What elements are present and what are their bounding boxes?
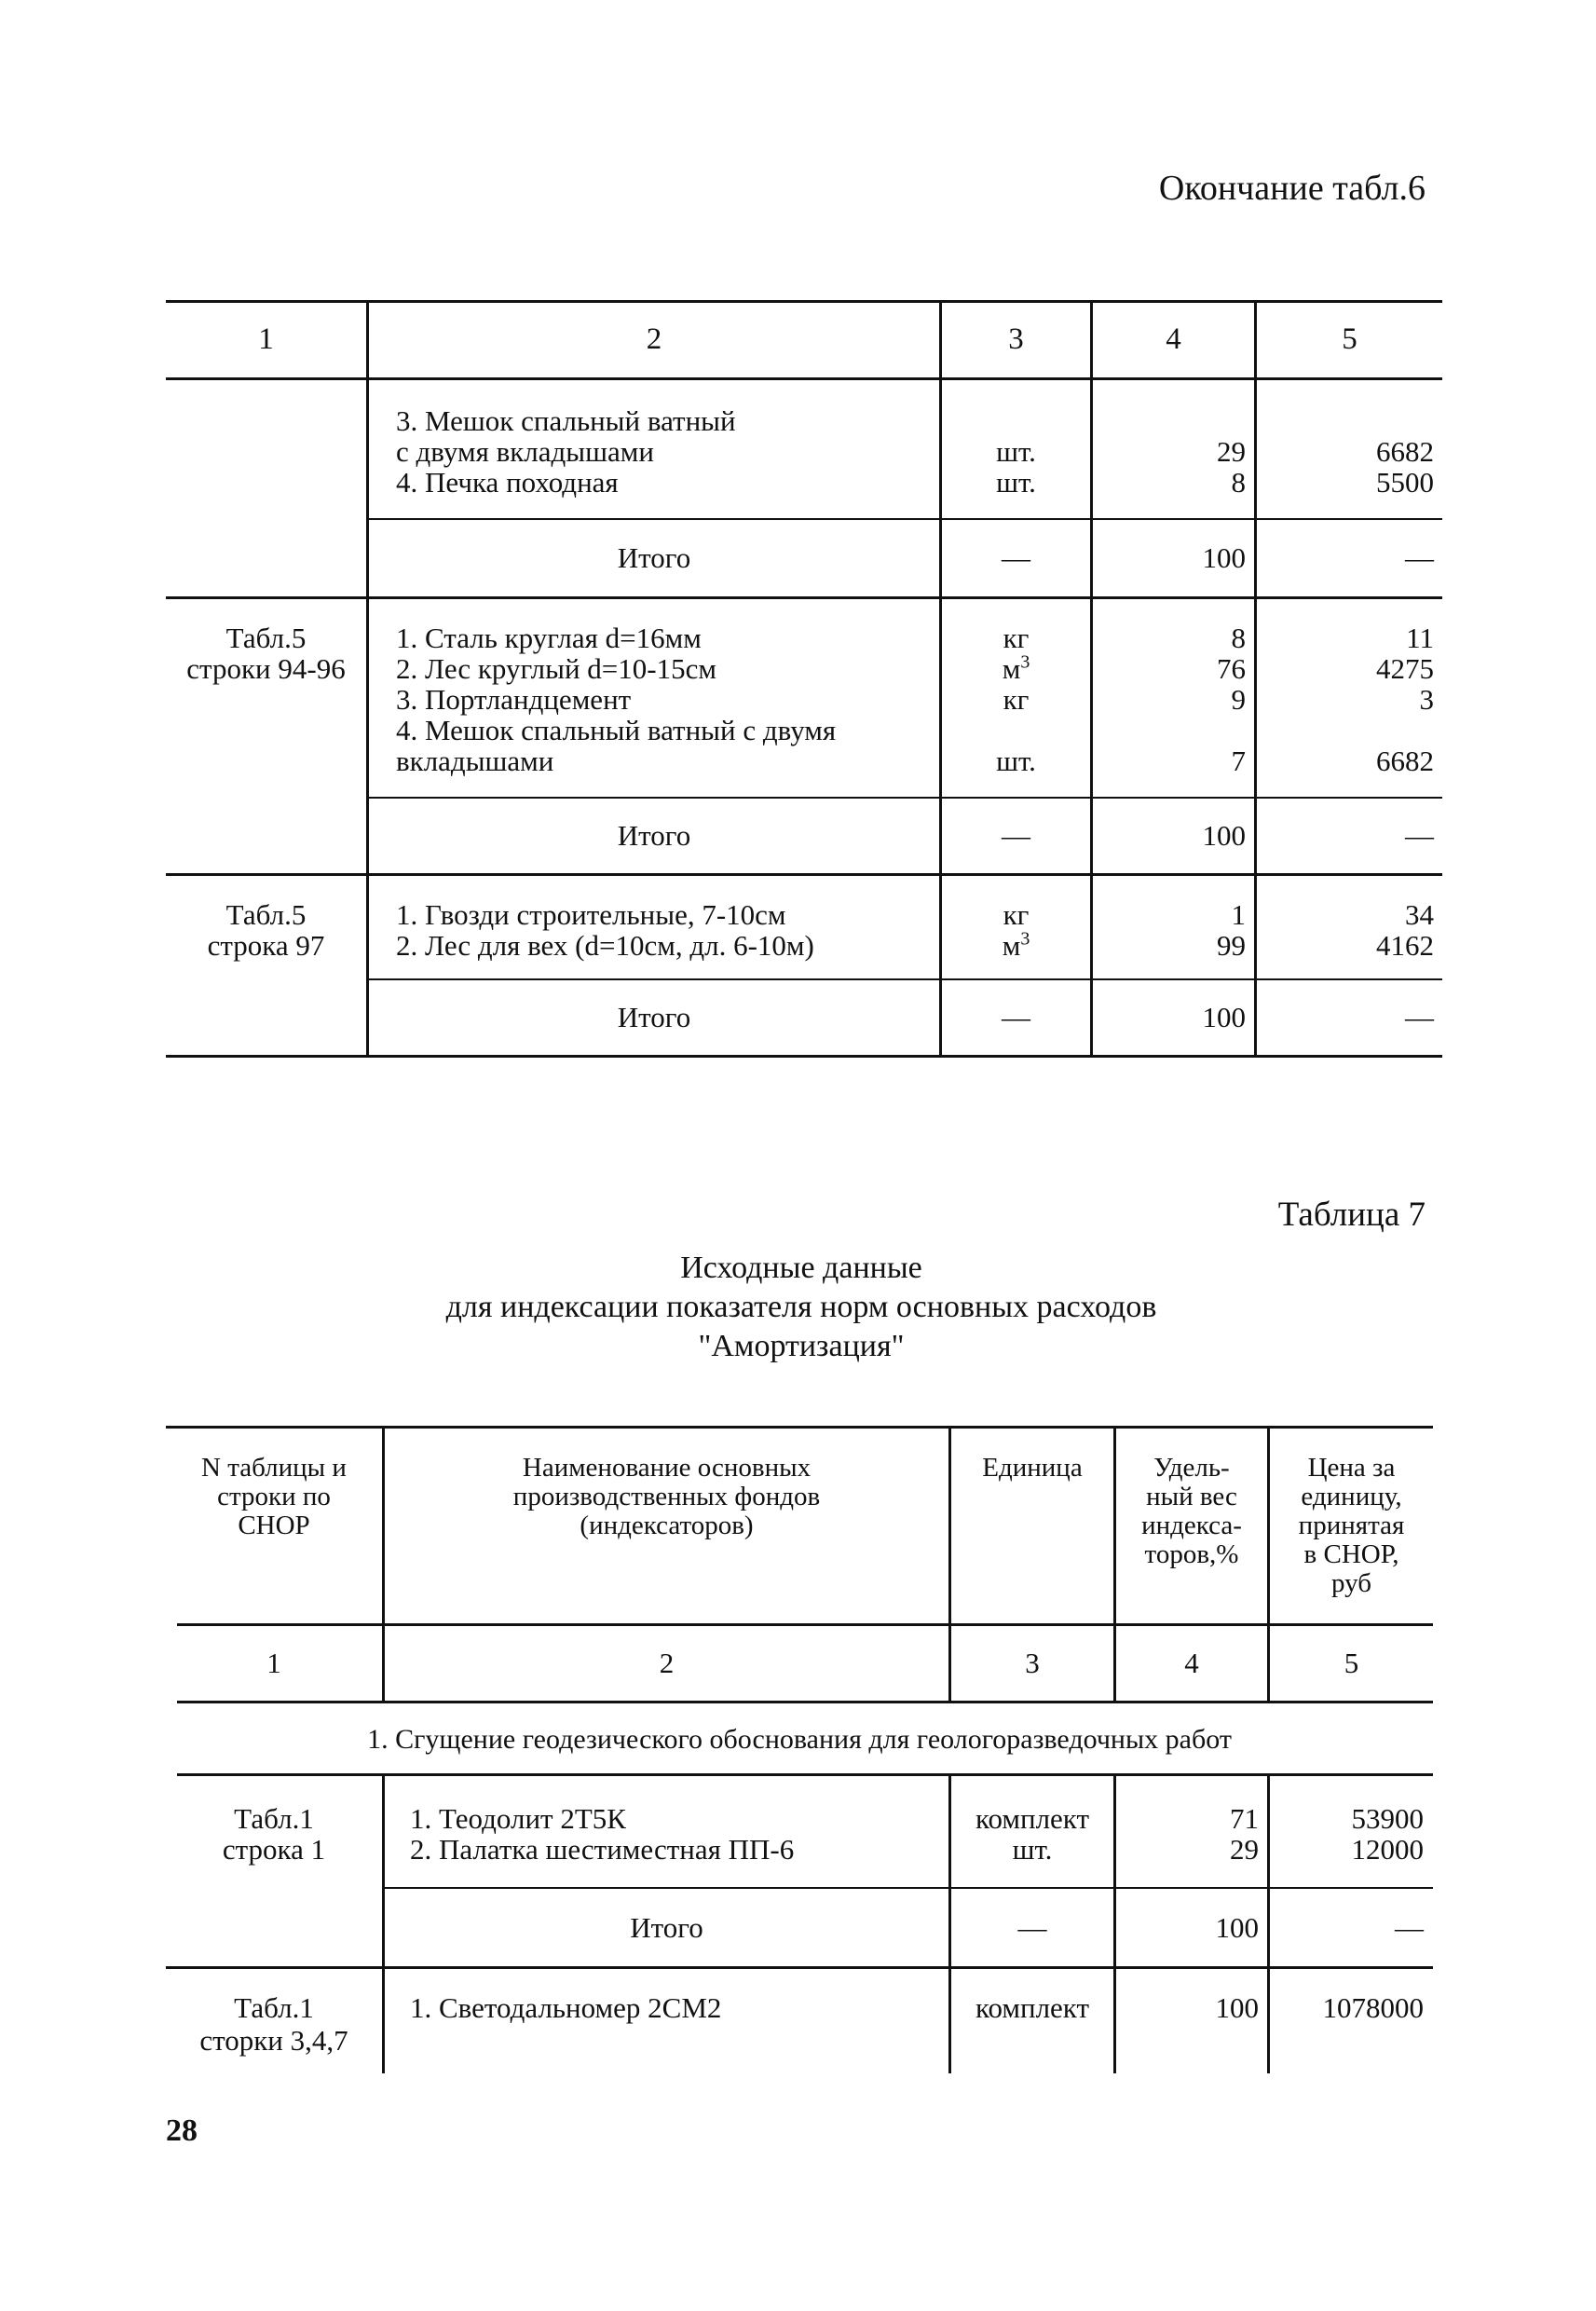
table7-section-heading: 1. Сгущение геодезического обоснования для геологоразведочных работ	[367, 1724, 1232, 1755]
total-price: —	[1405, 819, 1434, 852]
unit: кг	[1003, 622, 1030, 654]
table6-rule	[368, 797, 1442, 799]
table7-header-col4: Удель- ный вес индекса- торов,%	[1141, 1453, 1242, 1569]
weight: 100	[1215, 1991, 1259, 2024]
unit: комплект	[975, 1991, 1090, 2024]
table7-header-col2: Наименование основных производственных фондов (индексаторов)	[512, 1453, 821, 1540]
item-text: 2. Лес для вех (d=10см, дл. 6-10м)	[396, 929, 814, 962]
total-unit: —	[1002, 541, 1030, 574]
source-ref: Табл.1	[234, 1991, 314, 2024]
item-text: вкладышами	[396, 745, 554, 777]
price: 34	[1405, 898, 1434, 931]
source-ref: строка 97	[207, 929, 325, 962]
table6-colnum: 4	[1166, 322, 1181, 356]
item-text: с двумя вкладышами	[396, 435, 654, 468]
table7-header-col5: Цена за единицу, принятая в СНОР, руб	[1298, 1453, 1405, 1598]
table7-top-rule	[166, 1426, 1433, 1429]
item-text: 4. Печка походная	[396, 466, 619, 499]
total-weight: 100	[1215, 1911, 1259, 1944]
weight: 71	[1230, 1802, 1259, 1835]
item-text: 1. Теодолит 2Т5К	[410, 1802, 626, 1835]
weight: 7	[1231, 745, 1246, 777]
table6-bottom-rule	[166, 1055, 1442, 1058]
unit-superscript: 3	[1020, 651, 1030, 673]
source-ref: Табл.1	[234, 1802, 314, 1835]
unit-superscript: 3	[1020, 928, 1030, 950]
total-label: Итого	[617, 541, 691, 574]
weight: 76	[1217, 652, 1246, 685]
total-unit: —	[1002, 1001, 1030, 1033]
unit: кг	[1003, 683, 1030, 716]
total-weight: 100	[1202, 819, 1246, 852]
price: 53900	[1351, 1802, 1424, 1835]
total-price: —	[1405, 541, 1434, 574]
table7-title-line: Исходные данные	[680, 1251, 922, 1285]
weight: 99	[1217, 929, 1246, 962]
table7-header-col3: Единица	[982, 1453, 1083, 1483]
source-ref: сторки 3,4,7	[199, 2024, 348, 2057]
table7-title-line: для индексации показателя норм основных расходов	[445, 1290, 1157, 1324]
table6-rule	[368, 978, 1442, 980]
total-label: Итого	[617, 1001, 691, 1033]
weight: 29	[1230, 1833, 1259, 1866]
weight: 29	[1217, 435, 1246, 468]
total-weight: 100	[1202, 1001, 1246, 1033]
unit: $м^3$	[1002, 928, 1030, 962]
table6-colnum: 2	[646, 322, 662, 356]
price: 5500	[1376, 466, 1434, 499]
price: 11	[1406, 622, 1434, 654]
weight: 8	[1231, 622, 1246, 654]
item-text: 3. Мешок спальный ватный	[396, 404, 736, 437]
total-price: —	[1395, 1911, 1424, 1944]
table7-header-col1: N таблицы и строки по СНОР	[201, 1453, 347, 1540]
unit: $м^3$	[1002, 651, 1030, 685]
table6-rule	[166, 596, 1442, 599]
unit: шт.	[996, 466, 1036, 499]
table6-rule	[368, 518, 1442, 520]
table7-colnum: 4	[1184, 1647, 1199, 1679]
total-unit: —	[1002, 819, 1030, 852]
weight: 9	[1231, 683, 1246, 716]
total-label: Итого	[617, 819, 691, 852]
item-text: 1. Гвозди строительные, 7-10см	[396, 898, 786, 931]
source-ref: Табл.5	[225, 898, 307, 931]
price: 3	[1419, 683, 1434, 716]
page-number: 28	[166, 2113, 198, 2148]
table7-rule	[384, 1887, 1433, 1889]
item-text: 3. Портландцемент	[396, 683, 632, 716]
table7-header-rule	[177, 1623, 1433, 1626]
unit: шт.	[996, 745, 1036, 777]
item-text: 1. Светодальномер 2СМ2	[410, 1991, 722, 2024]
table7-colnum: 1	[266, 1647, 281, 1679]
total-weight: 100	[1202, 541, 1246, 574]
price: 4275	[1376, 652, 1434, 685]
table6-colnum: 1	[258, 322, 274, 356]
table6-colnum: 5	[1342, 322, 1357, 356]
unit: комплект	[975, 1802, 1090, 1835]
table6-caption: Окончание табл.6	[1158, 169, 1425, 208]
weight: 1	[1231, 898, 1246, 931]
table7-number: Таблица 7	[1277, 1196, 1425, 1234]
table7-colnum: 3	[1025, 1647, 1040, 1679]
item-text: 2. Палатка шестиместная ПП-6	[410, 1833, 795, 1866]
table7-title-line: "Амортизация"	[698, 1329, 905, 1363]
price: 12000	[1351, 1833, 1424, 1866]
total-label: Итого	[630, 1911, 703, 1944]
price: 6682	[1376, 745, 1434, 777]
price: 6682	[1376, 435, 1434, 468]
table7-colnum-rule	[177, 1701, 1433, 1703]
item-text: 4. Мешок спальный ватный с двумя	[396, 714, 837, 746]
table6-colnum: 3	[1008, 322, 1024, 356]
table6-header-rule	[166, 377, 1442, 380]
source-ref: строки 94-96	[186, 652, 346, 685]
source-ref: Табл.5	[225, 622, 307, 654]
table7-section-rule	[177, 1773, 1433, 1776]
source-ref: строка 1	[222, 1833, 326, 1866]
table6-vline	[366, 300, 369, 1055]
table7-colnum: 5	[1344, 1647, 1359, 1679]
total-unit: —	[1017, 1911, 1047, 1944]
item-text: 1. Сталь круглая d=16мм	[396, 622, 702, 654]
table7-colnum: 2	[659, 1647, 675, 1679]
item-text: 2. Лес круглый d=10-15см	[396, 652, 716, 685]
unit: шт.	[996, 435, 1036, 468]
table7-rule	[166, 1966, 1433, 1969]
weight: 8	[1231, 466, 1246, 499]
total-price: —	[1405, 1001, 1434, 1033]
table6-top-rule	[166, 300, 1442, 303]
unit: шт.	[1012, 1833, 1053, 1866]
unit: кг	[1003, 898, 1030, 931]
price: 4162	[1376, 929, 1434, 962]
table7-title	[242, 1249, 1360, 1366]
table6-rule	[166, 873, 1442, 876]
price: 1078000	[1322, 1991, 1424, 2024]
